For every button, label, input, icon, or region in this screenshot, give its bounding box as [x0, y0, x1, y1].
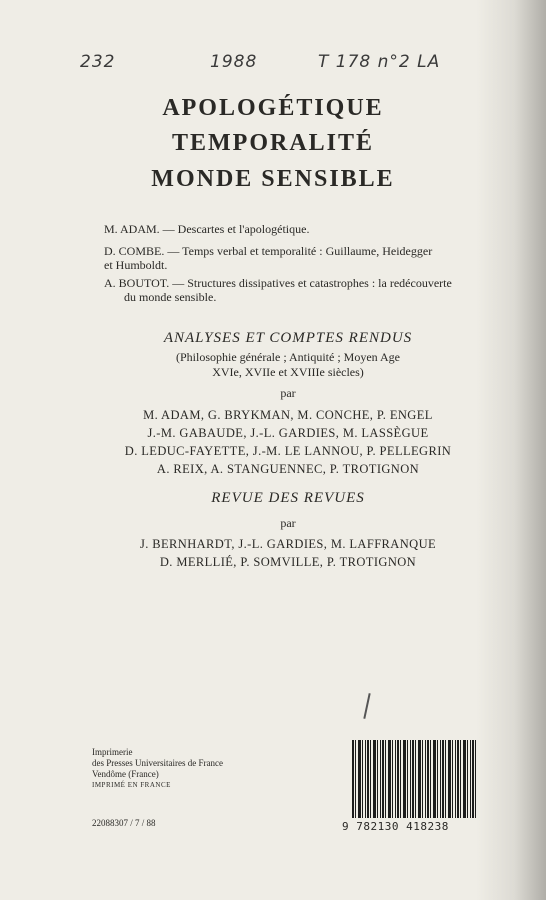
analyses-name-line-3: D. LEDUC-FAYETTE, J.-M. LE LANNOU, P. PELLEGRIN	[124, 444, 452, 458]
handwritten-note-3: T 178 n°2 LA	[318, 52, 441, 72]
handwritten-note-2: 1988	[210, 52, 258, 72]
analyses-subtitle-2: XVIe, XVIIe et XVIIIe siècles)	[212, 365, 364, 379]
imprint-block	[92, 747, 223, 791]
barcode-bars	[352, 740, 476, 818]
pencil-mark	[363, 693, 370, 719]
article-1-text: M. ADAM. — Descartes et l'apologétique.	[104, 222, 310, 236]
isbn-barcode	[342, 740, 476, 840]
print-code: 22088307 / 7 / 88	[92, 818, 156, 828]
imprint-line-3: Vendôme (France)	[92, 769, 159, 779]
analyses-name-line-2: J.-M. GABAUDE, J.-L. GARDIES, M. LASSÈGUE	[147, 426, 429, 440]
article-2-line-1: D. COMBE. — Temps verbal et temporalité : Guillaume, Heidegger	[104, 244, 433, 258]
imprint-line-4: IMPRIMÉ EN FRANCE	[92, 781, 171, 789]
analyses-heading: ANALYSES ET COMPTES RENDUS	[163, 330, 413, 346]
article-3-line-2: du monde sensible.	[124, 290, 217, 304]
analyses-par: par	[280, 386, 296, 400]
barcode-number: 9 782130 418238	[342, 820, 449, 833]
imprint-line-1: Imprimerie	[92, 747, 133, 757]
revue-par: par	[280, 516, 296, 530]
analyses-names	[0, 406, 546, 478]
handwritten-note-1: 232	[80, 52, 116, 72]
article-3-line-1: A. BOUTOT. — Structures dissipatives et catastrophes : la redécouverte	[104, 276, 452, 290]
analyses-name-line-1: M. ADAM, G. BRYKMAN, M. CONCHE, P. ENGEL	[143, 408, 433, 422]
revue-names	[0, 535, 546, 571]
revue-heading: REVUE DES REVUES	[211, 490, 365, 506]
revue-name-line-2: D. MERLLIÉ, P. SOMVILLE, P. TROTIGNON	[159, 555, 417, 569]
title-line-1: APOLOGÉTIQUE	[162, 95, 384, 121]
article-2-line-2: et Humboldt.	[104, 258, 168, 272]
imprint-line-2: des Presses Universitaires de France	[92, 758, 223, 768]
analyses-subtitle-1: (Philosophie générale ; Antiquité ; Moyen Age	[176, 350, 400, 364]
title-line-2: TEMPORALITÉ	[171, 130, 375, 156]
article-3	[104, 276, 484, 304]
article-2	[104, 244, 484, 272]
analyses-name-line-4: A. REIX, A. STANGUENNEC, P. TROTIGNON	[156, 462, 420, 476]
title-line-3: MONDE SENSIBLE	[151, 166, 395, 192]
revue-name-line-1: J. BERNHARDT, J.-L. GARDIES, M. LAFFRANQUE	[139, 537, 437, 551]
article-1	[104, 222, 484, 236]
